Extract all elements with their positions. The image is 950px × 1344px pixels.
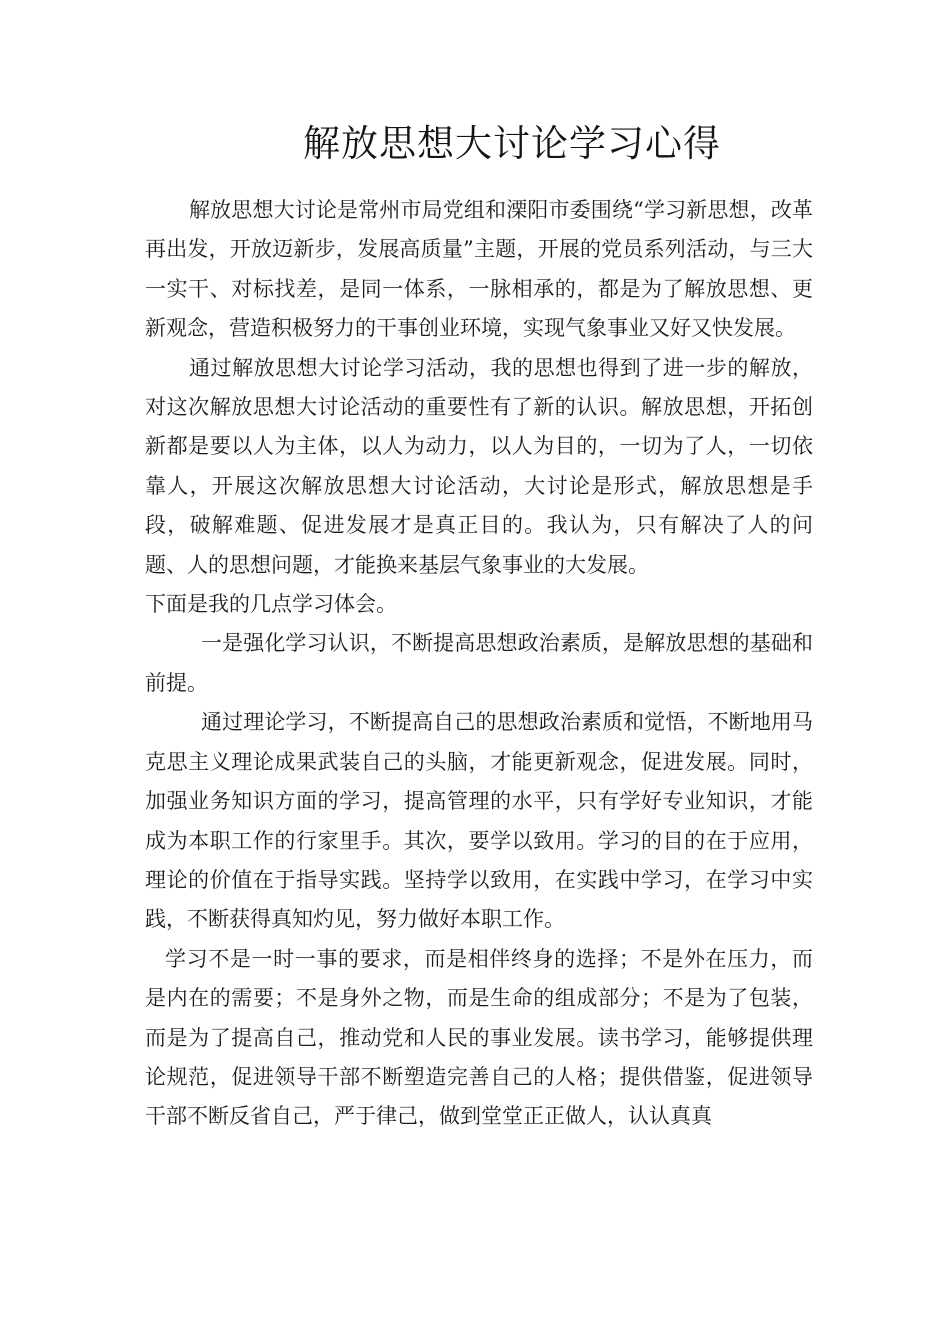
document-body <box>145 191 813 1137</box>
paragraph-intro: 解放思想大讨论是常州市局党组和溧阳市委围绕“学习新思想，改革再出发，开放迈新步，发展高质量”主题，开展的党员系列活动，与三大一实干、对标找差，是同一体系，一脉相承的，都是为了解放思想、更新观念，营造积极努力的干事创业环境，实现气象事业又好又快发展。 <box>145 198 813 341</box>
paragraph-lead-in: 下面是我的几点学习体会。 <box>145 592 397 617</box>
paragraph-theory-study: 通过理论学习，不断提高自己的思想政治素质和觉悟，不断地用马克思主义理论成果武装自己的头脑，才能更新观念，促进发展。同时，加强业务知识方面的学习，提高管理的水平，只有学好专业知识，才能成为本职工作的行家里手。其次，要学以致用。学习的目的在于应用，理论的价值在于指导实践。坚持学以致用，在实践中学习，在学习中实践，不断获得真知灼见，努力做好本职工作。 <box>145 710 813 932</box>
paragraph-point-one: 一是强化学习认识，不断提高思想政治素质，是解放思想的基础和前提。 <box>145 631 813 695</box>
paragraph-activity: 通过解放思想大讨论学习活动，我的思想也得到了进一步的解放，对这次解放思想大讨论活动的重要性有了新的认识。解放思想，开拓创新都是要以人为主体，以人为动力，以人为目的，一切为了人，一切依靠人，开展这次解放思想大讨论活动，大讨论是形式，解放思想是手段，破解难题、促进发展才是真正目的。我认为，只有解决了人的问题、人的思想问题，才能换来基层气象事业的大发展。 <box>145 355 813 577</box>
document-title: 解放思想大讨论学习心得 <box>303 122 721 165</box>
paragraph-lifelong-learning: 学习不是一时一事的要求，而是相伴终身的选择；不是外在压力，而是内在的需要；不是身外之物，而是生命的组成部分；不是为了包装，而是为了提高自己，推动党和人民的事业发展。读书学习，能够提供理论规范，促进领导干部不断塑造完善自己的人格；提供借鉴，促进领导干部不断反省自己，严于律己，做到堂堂正正做人，认认真真 <box>145 946 813 1129</box>
